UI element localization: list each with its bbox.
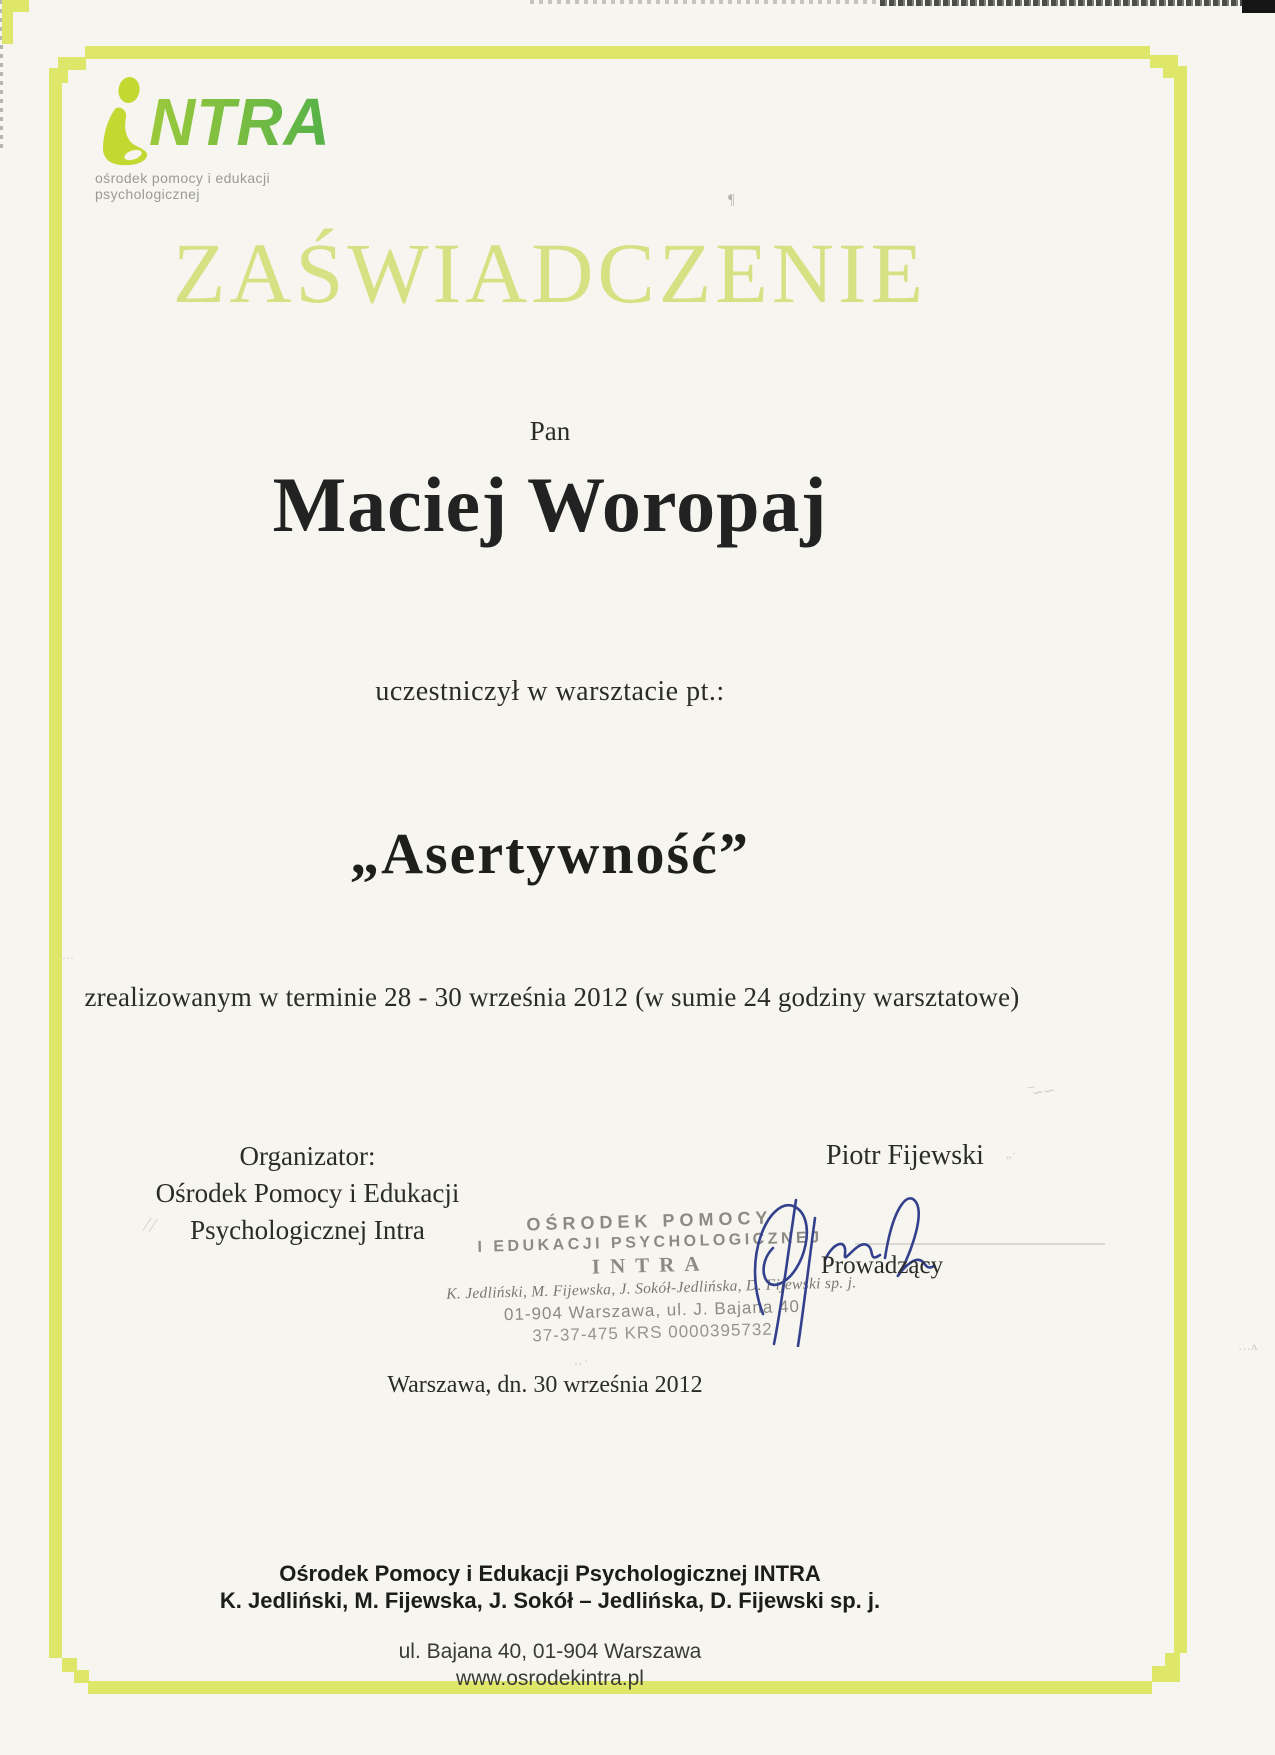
scan-speck: ‥·: [574, 1354, 591, 1368]
scan-speck: //: [141, 1210, 160, 1239]
footer-website: www.osrodekintra.pl: [456, 1667, 644, 1690]
certificate-title: ZAŚWIADCZENIE: [172, 225, 928, 321]
organizer-line2: Psychologicznej Intra: [190, 1215, 425, 1245]
footer-address: ul. Bajana 40, 01-904 Warszawa: [398, 1640, 702, 1663]
scan-speck: „·: [1006, 1146, 1017, 1161]
stamp-line: INTRA: [591, 1251, 710, 1279]
footer-organization: Ośrodek Pomocy i Edukacji Psychologicznej INTRA: [279, 1561, 821, 1586]
details-line: zrealizowanym w terminie 28 - 30 września 2012 (w sumie 24 godziny warsztatowe): [84, 982, 1020, 1012]
scan-speck: ·…: [58, 948, 74, 962]
recipient-name: Maciej Woropaj: [272, 461, 828, 548]
signer-role: Prowadzący: [820, 1252, 944, 1279]
scan-artifact-strip: [880, 0, 1242, 6]
stamp-line: 01-904 Warszawa, ul. J. Bajana 40: [503, 1296, 801, 1325]
logo-tagline: ośrodek pomocy i edukacji psychologicznej: [95, 170, 270, 202]
stamp-line: OŚRODEK POMOCY: [526, 1207, 773, 1235]
scan-artifact-frame-fragment: [2, 0, 29, 12]
intra-logo: [95, 76, 375, 202]
scan-speck: ̅∽∽: [1031, 1083, 1057, 1102]
footer-block: [0, 1560, 1100, 1692]
logo-brand-text: NTRA: [149, 84, 331, 160]
scan-speck: ¶: [728, 192, 735, 208]
salutation: Pan: [529, 416, 571, 446]
workshop-title: „Asertywność”: [350, 821, 750, 886]
organizer-label: Organizator:: [239, 1141, 376, 1171]
border-corner-step: [1152, 1666, 1180, 1682]
border-corner-step: [49, 68, 68, 83]
signer-name: Piotr Fijewski: [826, 1140, 984, 1171]
place-and-date: Warszawa, dn. 30 września 2012: [387, 1372, 703, 1398]
person-icon: [95, 76, 153, 168]
organizer-line1: Ośrodek Pomocy i Edukacji: [155, 1178, 460, 1208]
footer-partners: K. Jedliński, M. Fijewska, J. Sokół – Jedlińska, D. Fijewski sp. j.: [219, 1588, 881, 1613]
stamp-line: I EDUKACJI PSYCHOLOGICZNEJ: [477, 1229, 823, 1256]
stamp-line: 37-37-475 KRS 0000395732: [532, 1319, 773, 1346]
scan-artifact-corner: [1242, 0, 1275, 13]
scan-speck: …ʌ: [1238, 1338, 1258, 1353]
scan-artifact-strip: [530, 0, 880, 4]
participation-line: uczestniczył w warsztacie pt.:: [375, 676, 725, 707]
stamp-line: K. Jedliński, M. Fijewska, J. Sokół-Jedlińska, D. Fijewski sp. j.: [445, 1274, 857, 1303]
border-top: [85, 46, 1150, 59]
border-right: [1174, 76, 1187, 1653]
